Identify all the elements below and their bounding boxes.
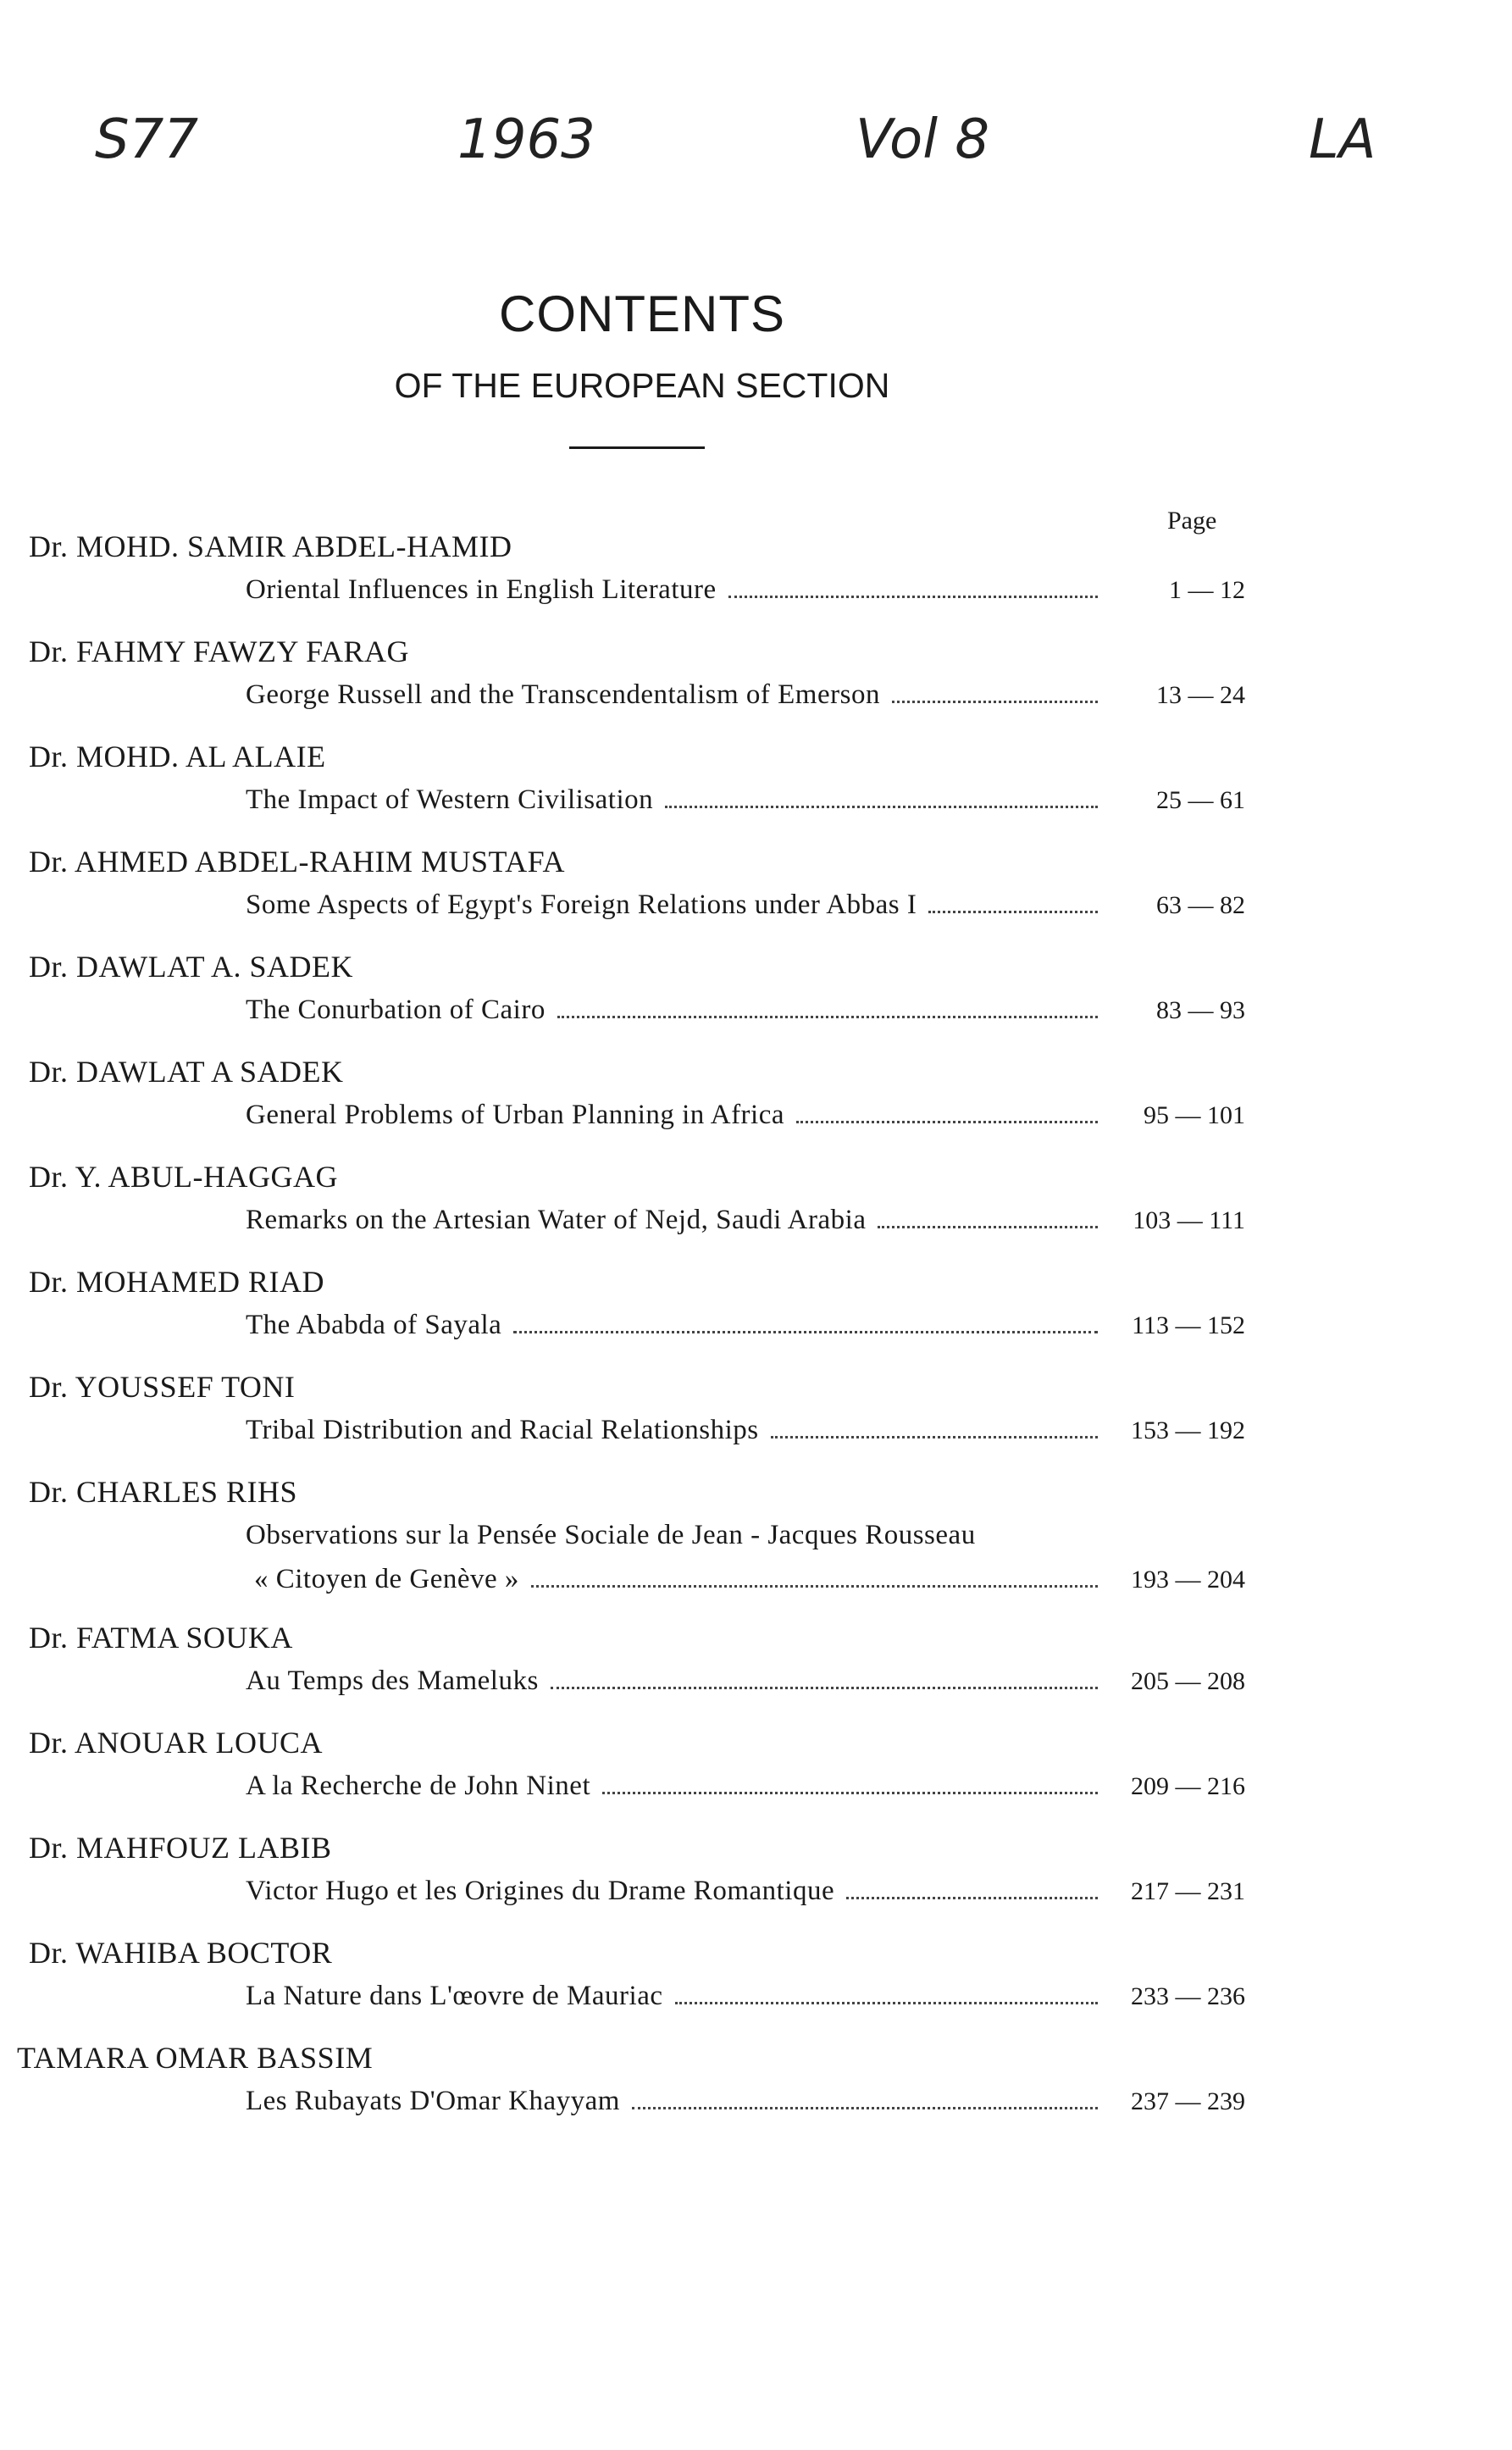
entry-line bbox=[246, 2086, 1245, 2123]
handwritten-annotation: LA bbox=[1309, 108, 1376, 171]
entry-line bbox=[246, 1876, 1245, 1913]
entry-author: Dr. MOHD. SAMIR ABDEL-HAMID bbox=[29, 529, 512, 563]
entry-title: Some Aspects of Egypt's Foreign Relations under Abbas I bbox=[246, 890, 917, 920]
entry-pages: 205 — 208 bbox=[1131, 1667, 1245, 1695]
entry-title: General Problems of Urban Planning in Africa bbox=[246, 1100, 785, 1130]
entry-line bbox=[246, 995, 1245, 1032]
entry-author: Dr. YOUSSEF TONI bbox=[29, 1370, 296, 1404]
dot-leader bbox=[846, 1897, 1098, 1899]
entry-title: « Citoyen de Genève » bbox=[254, 1564, 519, 1594]
entry-pages: 25 — 61 bbox=[1156, 786, 1245, 814]
entry-line bbox=[246, 1564, 1245, 1601]
entry-line bbox=[246, 1205, 1245, 1242]
dot-leader bbox=[632, 2107, 1098, 2109]
entry-title: Victor Hugo et les Origines du Drame Romantique bbox=[246, 1876, 835, 1906]
entry-title: The Impact of Western Civilisation bbox=[246, 784, 654, 815]
handwritten-annotation: Vol 8 bbox=[856, 108, 990, 171]
entry-author: Dr. DAWLAT A. SADEK bbox=[29, 950, 353, 984]
entry-line bbox=[246, 1415, 1245, 1452]
entry-line bbox=[246, 1100, 1245, 1137]
entry-pages: 237 — 239 bbox=[1131, 2087, 1245, 2115]
entry-pages: 1 — 12 bbox=[1169, 576, 1245, 604]
entry-title: Tribal Distribution and Racial Relationships bbox=[246, 1415, 759, 1445]
entry-pages: 83 — 93 bbox=[1156, 996, 1245, 1024]
entry-pages: 153 — 192 bbox=[1131, 1416, 1245, 1444]
entry-author: Dr. ANOUAR LOUCA bbox=[29, 1726, 324, 1760]
dot-leader bbox=[513, 1331, 1098, 1333]
entry-pages: 217 — 231 bbox=[1131, 1877, 1245, 1905]
page-title: CONTENTS bbox=[499, 285, 785, 342]
entry-line bbox=[246, 784, 1245, 822]
page-subtitle: OF THE EUROPEAN SECTION bbox=[394, 366, 890, 405]
dot-leader bbox=[665, 806, 1098, 808]
entry-pages: 13 — 24 bbox=[1156, 681, 1245, 709]
entry-pages: 95 — 101 bbox=[1144, 1101, 1245, 1129]
entry-author: Dr. MAHFOUZ LABIB bbox=[29, 1831, 332, 1865]
entry-line bbox=[246, 574, 1245, 612]
entry-title: George Russell and the Transcendentalism of Emerson bbox=[246, 679, 880, 710]
dot-leader bbox=[928, 911, 1098, 913]
entry-author: Dr. MOHAMED RIAD bbox=[29, 1265, 324, 1299]
entry-title: The Ababda of Sayala bbox=[246, 1310, 502, 1340]
entry-author: Dr. AHMED ABDEL-RAHIM MUSTAFA bbox=[29, 845, 565, 879]
entry-pages: 193 — 204 bbox=[1131, 1566, 1245, 1594]
page-column-header: Page bbox=[1167, 507, 1217, 535]
entry-title-line1: Observations sur la Pensée Sociale de Jean - Jacques Rousseau bbox=[246, 1520, 976, 1550]
dot-leader bbox=[675, 2002, 1099, 2004]
dot-leader bbox=[557, 1016, 1098, 1018]
entry-line bbox=[246, 679, 1245, 717]
entry-author: TAMARA OMAR BASSIM bbox=[17, 2041, 374, 2075]
dot-leader bbox=[771, 1436, 1098, 1438]
entry-line bbox=[246, 1771, 1245, 1808]
entry-author: Dr. MOHD. AL ALAIE bbox=[29, 740, 326, 773]
entry-title: La Nature dans L'œovre de Mauriac bbox=[246, 1981, 663, 2011]
entry-line bbox=[246, 1520, 1245, 1557]
entry-author: Dr. CHARLES RIHS bbox=[29, 1475, 298, 1509]
entry-title: Remarks on the Artesian Water of Nejd, Saudi Arabia bbox=[246, 1205, 867, 1235]
entry-author: Dr. FAHMY FAWZY FARAG bbox=[29, 635, 409, 668]
dot-leader bbox=[728, 596, 1098, 598]
entry-pages: 63 — 82 bbox=[1156, 891, 1245, 919]
entry-title: A la Recherche de John Ninet bbox=[246, 1771, 591, 1801]
dot-leader bbox=[892, 701, 1098, 703]
dot-leader bbox=[531, 1585, 1098, 1588]
entry-line bbox=[246, 1981, 1245, 2018]
dot-leader bbox=[878, 1226, 1098, 1228]
handwritten-annotation: 1963 bbox=[457, 108, 595, 171]
entry-line bbox=[246, 1666, 1245, 1703]
entry-line bbox=[246, 1310, 1245, 1347]
entry-pages: 209 — 216 bbox=[1131, 1772, 1245, 1800]
handwritten-annotation: S77 bbox=[95, 108, 199, 171]
entry-pages: 113 — 152 bbox=[1132, 1311, 1245, 1339]
entry-title: Au Temps des Mameluks bbox=[246, 1666, 539, 1696]
entry-author: Dr. Y. ABUL-HAGGAG bbox=[29, 1160, 339, 1194]
title-divider bbox=[569, 446, 705, 449]
entry-author: Dr. DAWLAT A SADEK bbox=[29, 1055, 344, 1089]
entry-pages: 233 — 236 bbox=[1131, 1982, 1245, 2010]
entry-author: Dr. FATMA SOUKA bbox=[29, 1621, 293, 1655]
entry-title: Les Rubayats D'Omar Khayyam bbox=[246, 2086, 620, 2116]
dot-leader bbox=[602, 1792, 1098, 1794]
dot-leader bbox=[551, 1687, 1098, 1689]
entry-author: Dr. WAHIBA BOCTOR bbox=[29, 1936, 333, 1970]
entry-title: The Conurbation of Cairo bbox=[246, 995, 546, 1025]
entry-pages: 103 — 111 bbox=[1133, 1206, 1245, 1234]
entry-line bbox=[246, 890, 1245, 927]
entry-title: Oriental Influences in English Literature bbox=[246, 574, 717, 605]
dot-leader bbox=[796, 1121, 1098, 1123]
